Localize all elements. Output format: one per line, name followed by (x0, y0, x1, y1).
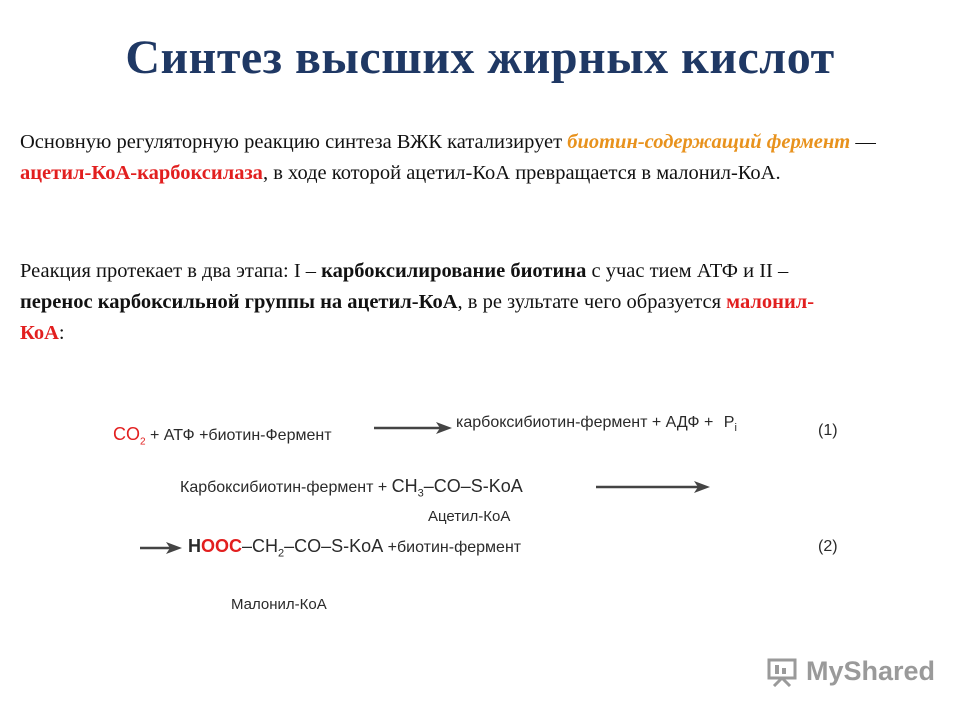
p2-text-3: , в ре зультате чего образуется (457, 291, 727, 313)
arrow-icon (138, 540, 184, 556)
co2 (113, 424, 146, 448)
p2-text-2: с учас тием АТФ и II – (586, 260, 789, 282)
p2-text-1: Реакция протекает в два этапа: I – (20, 260, 322, 282)
p1-text-1: Основную регуляторную реакцию синтеза ВЖК катализирует (20, 131, 568, 153)
ooc-text: OOC (201, 536, 243, 556)
reaction2-byproduct: +биотин-фермент (387, 539, 522, 556)
reaction1-left (113, 424, 332, 448)
p2-product: малонил-КоА (20, 291, 815, 344)
reaction1-reactants: + АТФ +биотин-Фермент (150, 427, 332, 444)
watermark-text: MyShared (806, 656, 936, 686)
ch2-text: –CH (242, 536, 279, 556)
acetyl-coa-label: Ацетил-КоА (428, 508, 511, 525)
h-text: H (188, 536, 201, 556)
p1-text-2: , в ходе которой ацетил-КоА превращается в малонил-КоА. (262, 162, 781, 184)
p1-biotin-enzyme: биотин-содержащий фермент (567, 131, 851, 153)
co2-text: CO (113, 424, 140, 444)
p1-enzyme-name: ацетил-КоА-карбоксилаза (20, 162, 263, 184)
arrow-icon (594, 479, 714, 495)
pi (723, 414, 737, 435)
pi-sub: i (734, 422, 737, 435)
reaction2-number: (2) (818, 538, 838, 555)
presentation-icon (766, 657, 800, 687)
malonyl-rest: –CO–S-KoA (284, 536, 384, 556)
co2-sub: 2 (140, 436, 146, 448)
ch2-sub: 2 (278, 547, 285, 560)
pi-text: P (723, 414, 735, 431)
malonyl-coa-label: Малонил-КоА (231, 596, 327, 613)
malonyl-formula (188, 536, 242, 556)
acetyl-coa-formula (391, 476, 523, 500)
malonyl-chain (242, 536, 384, 560)
arrow-icon (372, 420, 454, 436)
reaction1-right (456, 414, 737, 434)
acetyl-rest: –CO–S-KoA (423, 476, 523, 496)
p2-stage-1: карбоксилирование биотина (321, 260, 587, 282)
reaction2-reactant: Карбоксибиотин-фермент + (180, 479, 388, 496)
paragraph-stages (20, 256, 850, 349)
reaction1-number: (1) (818, 422, 838, 439)
slide-title: Синтез высших жирных кислот (125, 31, 835, 84)
reaction2-left (180, 476, 523, 500)
reaction2-product (188, 536, 521, 560)
paragraph-regulation (20, 127, 925, 189)
p1-dash: — (850, 131, 876, 153)
watermark-logo (766, 656, 935, 687)
p2-stage-2: перенос карбоксильной группы на ацетил-КоА (20, 291, 458, 313)
ch3-sub: 3 (417, 487, 424, 500)
p2-colon: : (58, 322, 65, 344)
reaction1-products: карбоксибиотин-фермент + АДФ + (456, 414, 714, 431)
ch3-text: CH (391, 476, 418, 496)
